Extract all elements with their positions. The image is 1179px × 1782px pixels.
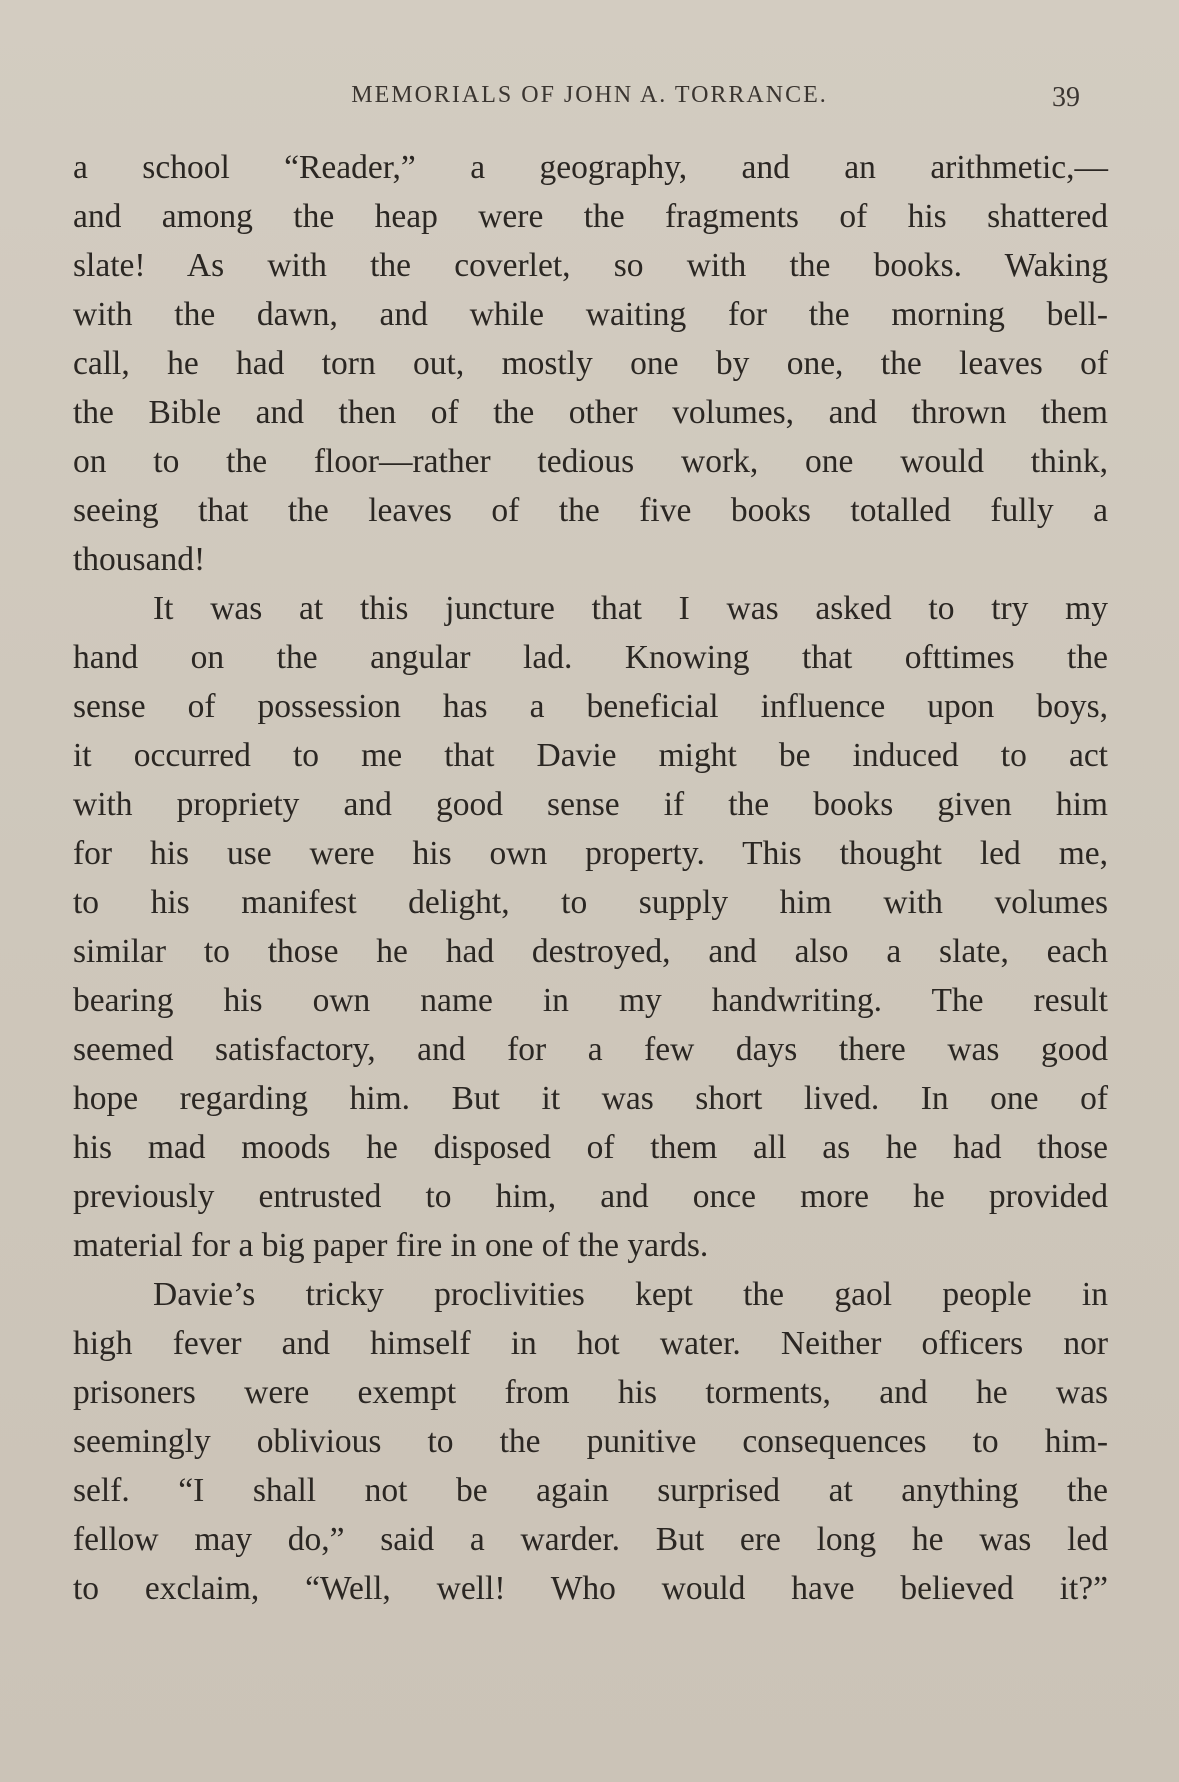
text-line: a school “Reader,” a geography, and an arithmetic,— xyxy=(73,149,1108,186)
text-line: his mad moods he disposed of them all as he had those xyxy=(73,1129,1108,1166)
text-line: the Bible and then of the other volumes, and thrown them xyxy=(73,394,1108,431)
text-line: sense of possession has a beneficial influence upon boys, xyxy=(73,688,1108,725)
text-line: material for a big paper fire in one of the yards. xyxy=(73,1227,709,1264)
text-line: previously entrusted to him, and once more he provided xyxy=(73,1178,1108,1215)
text-line: bearing his own name in my handwriting. The result xyxy=(73,982,1108,1019)
text-line: seemed satisfactory, and for a few days there was good xyxy=(73,1031,1108,1068)
text-line: fellow may do,” said a warder. But ere long he was led xyxy=(73,1521,1108,1558)
text-line: it occurred to me that Davie might be induced to act xyxy=(73,737,1108,774)
text-line: to exclaim, “Well, well! Who would have believed it?” xyxy=(73,1570,1108,1607)
text-line: It was at this juncture that I was asked to try my xyxy=(153,590,1108,627)
text-line: to his manifest delight, to supply him with volumes xyxy=(73,884,1108,921)
page-number: 39 xyxy=(1052,82,1080,113)
text-line: for his use were his own property. This thought led me, xyxy=(73,835,1108,872)
text-line: hope regarding him. But it was short lived. In one of xyxy=(73,1080,1108,1117)
text-line: slate! As with the coverlet, so with the books. Waking xyxy=(73,247,1108,284)
text-line: hand on the angular lad. Knowing that ofttimes the xyxy=(73,639,1108,676)
text-line: with the dawn, and while waiting for the morning bell- xyxy=(73,296,1108,333)
text-line: with propriety and good sense if the books given him xyxy=(73,786,1108,823)
text-line: high fever and himself in hot water. Neither officers nor xyxy=(73,1325,1108,1362)
text-line: on to the floor—rather tedious work, one would think, xyxy=(73,443,1108,480)
text-line: seeing that the leaves of the five books totalled fully a xyxy=(73,492,1108,529)
text-line: self. “I shall not be again surprised at anything the xyxy=(73,1472,1108,1509)
text-line: Davie’s tricky proclivities kept the gaol people in xyxy=(153,1276,1108,1313)
text-line: similar to those he had destroyed, and also a slate, each xyxy=(73,933,1108,970)
text-line: and among the heap were the fragments of his shattered xyxy=(73,198,1108,235)
text-line: prisoners were exempt from his torments, and he was xyxy=(73,1374,1108,1411)
text-line: thousand! xyxy=(73,541,206,578)
running-head xyxy=(0,82,1179,114)
text-line: call, he had torn out, mostly one by one, the leaves of xyxy=(73,345,1108,382)
body-text xyxy=(73,143,1108,1613)
text-line: seemingly oblivious to the punitive consequences to him- xyxy=(73,1423,1108,1460)
running-title: MEMORIALS OF JOHN A. TORRANCE. xyxy=(351,82,828,108)
